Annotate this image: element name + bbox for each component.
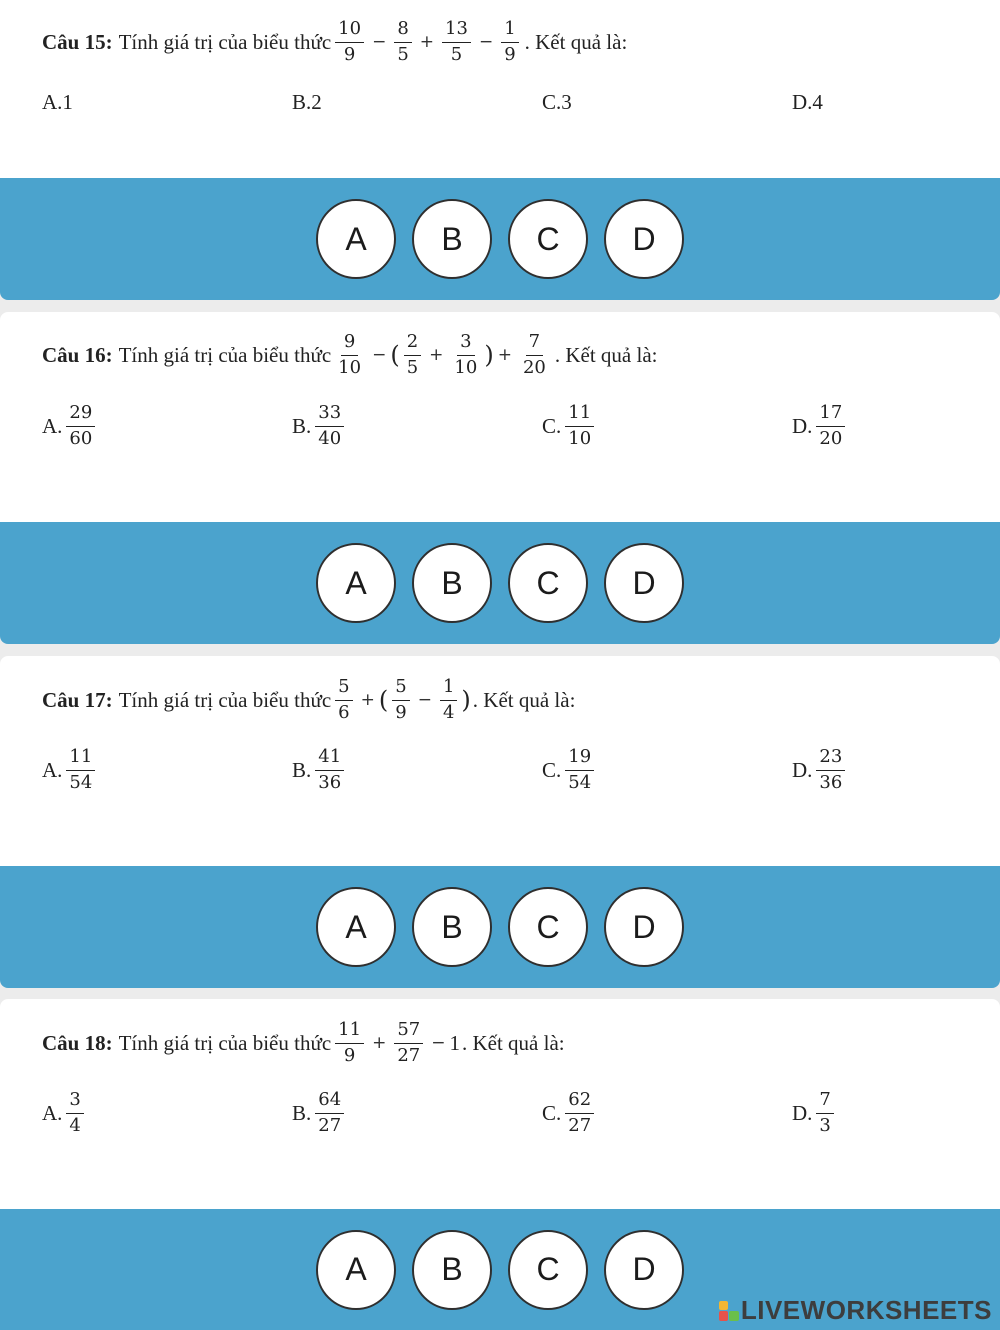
option-letter: B. — [292, 413, 312, 438]
option-letter: D. — [792, 413, 813, 438]
denominator: 10 — [568, 427, 592, 449]
denominator: 54 — [568, 771, 592, 793]
numerator: 3 — [66, 1091, 83, 1114]
answer-band-16 — [0, 522, 1000, 644]
answer-band-17 — [0, 866, 1000, 988]
operator: − — [431, 1032, 446, 1053]
choice-b-button-15[interactable]: B — [412, 199, 492, 279]
numerator: 7 — [816, 1091, 833, 1114]
option-17-d — [792, 748, 849, 793]
option-value: 4 — [812, 90, 823, 114]
option-16-b — [292, 404, 348, 449]
choice-b-button-17[interactable]: B — [412, 887, 492, 967]
option-value: 3 — [561, 90, 572, 114]
denominator: 10 — [338, 356, 362, 378]
operator: + — [497, 344, 512, 365]
numerator: 3 — [457, 333, 474, 356]
choice-c-button-15[interactable]: C — [508, 199, 588, 279]
fraction — [565, 404, 594, 449]
denominator: 9 — [504, 43, 516, 65]
choice-d-button-16[interactable]: D — [604, 543, 684, 623]
question-17 — [42, 678, 575, 723]
numerator: 1 — [440, 678, 457, 701]
choice-d-button-15[interactable]: D — [604, 199, 684, 279]
fraction — [335, 678, 352, 723]
question-suffix: . Kết quả là: — [472, 687, 576, 712]
numerator: 7 — [526, 333, 543, 356]
liveworksheets-logo-icon — [719, 1301, 739, 1321]
option-18-a — [42, 1091, 88, 1136]
fraction — [816, 404, 845, 449]
denominator: 54 — [69, 771, 93, 793]
numerator: 1 — [501, 20, 518, 43]
choice-c-button-18[interactable]: C — [508, 1230, 588, 1310]
option-letter: C. — [542, 413, 562, 438]
option-18-d — [792, 1091, 838, 1136]
numerator: 8 — [394, 20, 411, 43]
question-prompt: Tính giá trị của biểu thức — [118, 29, 332, 54]
logo-text: LIVEWORKSHEETS — [740, 1295, 992, 1325]
fraction — [335, 20, 364, 65]
denominator: 9 — [343, 1044, 356, 1066]
option-16-c — [542, 404, 598, 449]
question-15 — [42, 20, 627, 65]
fraction — [404, 333, 421, 378]
choice-a-button-17[interactable]: A — [316, 887, 396, 967]
option-15-c — [542, 90, 572, 115]
fraction — [394, 1021, 423, 1066]
choice-d-button-18[interactable]: D — [604, 1230, 684, 1310]
denominator: 27 — [318, 1114, 342, 1136]
fraction — [335, 333, 364, 378]
numerator: 9 — [341, 333, 358, 356]
fraction — [66, 1091, 83, 1136]
numerator: 11 — [335, 1021, 364, 1044]
choice-b-button-18[interactable]: B — [412, 1230, 492, 1310]
question-label: Câu 15: — [42, 29, 113, 54]
option-16-d — [792, 404, 849, 449]
question-16 — [42, 333, 657, 378]
fraction — [394, 20, 411, 65]
option-15-d — [792, 90, 823, 115]
operator: + — [429, 344, 444, 365]
option-18-b — [292, 1091, 348, 1136]
denominator: 10 — [454, 356, 478, 378]
denominator: 20 — [522, 356, 546, 378]
question-prompt: Tính giá trị của biểu thức — [118, 342, 332, 367]
option-letter: C. — [542, 757, 562, 782]
option-16-a — [42, 404, 99, 449]
numerator: 29 — [66, 404, 95, 427]
option-letter: A. — [42, 413, 63, 438]
denominator: 27 — [568, 1114, 592, 1136]
option-17-b — [292, 748, 348, 793]
option-15-a — [42, 90, 73, 115]
numerator: 11 — [66, 748, 95, 771]
option-letter: B. — [292, 90, 312, 114]
option-letter: A. — [42, 1100, 63, 1125]
question-suffix: . Kết quả là: — [524, 29, 628, 54]
fraction — [335, 1021, 364, 1066]
option-letter: D. — [792, 757, 813, 782]
option-letter: C. — [542, 1100, 562, 1125]
question-label: Câu 16: — [42, 342, 113, 367]
choice-c-button-16[interactable]: C — [508, 543, 588, 623]
numerator: 17 — [816, 404, 845, 427]
liveworksheets-logo[interactable] — [719, 1295, 992, 1326]
denominator: 9 — [343, 43, 356, 65]
option-letter: D. — [792, 1100, 813, 1125]
option-letter: C. — [542, 90, 562, 114]
parenthesis: ( — [390, 341, 400, 370]
option-letter: B. — [292, 1100, 312, 1125]
option-value: 1 — [62, 90, 73, 114]
choice-a-button-16[interactable]: A — [316, 543, 396, 623]
option-letter: A. — [42, 90, 63, 114]
denominator: 9 — [395, 701, 407, 723]
fraction — [440, 678, 457, 723]
option-18-c — [542, 1091, 598, 1136]
denominator: 60 — [69, 427, 93, 449]
fraction — [66, 748, 95, 793]
denominator: 3 — [819, 1114, 831, 1136]
question-label: Câu 18: — [42, 1030, 113, 1055]
parenthesis: ) — [461, 686, 471, 715]
choice-d-button-17[interactable]: D — [604, 887, 684, 967]
operator: − — [372, 31, 387, 52]
denominator: 5 — [397, 43, 409, 65]
option-17-c — [542, 748, 598, 793]
question-suffix: . Kết quả là: — [554, 342, 658, 367]
fraction — [315, 748, 344, 793]
parenthesis: ( — [378, 686, 389, 715]
option-value: 2 — [311, 90, 322, 114]
option-17-a — [42, 748, 99, 793]
numerator: 57 — [394, 1021, 423, 1044]
numerator: 5 — [335, 678, 352, 701]
option-letter: B. — [292, 757, 312, 782]
numerator: 62 — [565, 1091, 594, 1114]
operator: − — [478, 31, 494, 52]
option-letter: A. — [42, 757, 63, 782]
numerator: 19 — [565, 748, 594, 771]
fraction — [816, 1091, 833, 1136]
denominator: 36 — [318, 771, 342, 793]
question-label: Câu 17: — [42, 687, 113, 712]
numerator: 64 — [315, 1091, 344, 1114]
choice-a-button-18[interactable]: A — [316, 1230, 396, 1310]
fraction — [451, 333, 480, 378]
denominator: 5 — [406, 356, 419, 378]
denominator: 40 — [318, 427, 342, 449]
fraction — [816, 748, 845, 793]
fraction — [442, 20, 471, 65]
numerator: 41 — [315, 748, 344, 771]
fraction — [315, 404, 344, 449]
numerator: 2 — [404, 333, 421, 356]
numerator: 13 — [442, 20, 471, 43]
operator: − — [372, 344, 387, 365]
choice-b-button-16[interactable]: B — [412, 543, 492, 623]
choice-a-button-15[interactable]: A — [316, 199, 396, 279]
denominator: 4 — [69, 1114, 81, 1136]
fraction — [392, 678, 409, 723]
operator: + — [360, 689, 375, 710]
question-prompt: Tính giá trị của biểu thức — [118, 1030, 332, 1055]
fraction — [66, 404, 95, 449]
denominator: 27 — [397, 1044, 421, 1066]
denominator: 6 — [338, 701, 350, 723]
denominator: 20 — [819, 427, 843, 449]
fraction — [501, 20, 518, 65]
answer-band-15 — [0, 178, 1000, 300]
denominator: 5 — [450, 43, 463, 65]
fraction — [520, 333, 549, 378]
numerator: 5 — [392, 678, 409, 701]
denominator: 4 — [442, 701, 455, 723]
numerator: 10 — [335, 20, 364, 43]
number: 1 — [449, 1030, 460, 1055]
question-suffix: . Kết quả là: — [461, 1030, 565, 1055]
numerator: 23 — [816, 748, 845, 771]
numerator: 33 — [315, 404, 344, 427]
denominator: 36 — [819, 771, 843, 793]
option-15-b — [292, 90, 322, 115]
fraction — [565, 1091, 594, 1136]
question-prompt: Tính giá trị của biểu thức — [118, 687, 332, 712]
parenthesis: ) — [484, 341, 494, 370]
numerator: 11 — [565, 404, 594, 427]
option-letter: D. — [792, 90, 813, 114]
choice-c-button-17[interactable]: C — [508, 887, 588, 967]
fraction — [315, 1091, 344, 1136]
operator: + — [372, 1032, 387, 1053]
question-18 — [42, 1021, 565, 1066]
fraction — [565, 748, 594, 793]
operator: + — [419, 31, 435, 52]
operator: − — [417, 689, 432, 710]
